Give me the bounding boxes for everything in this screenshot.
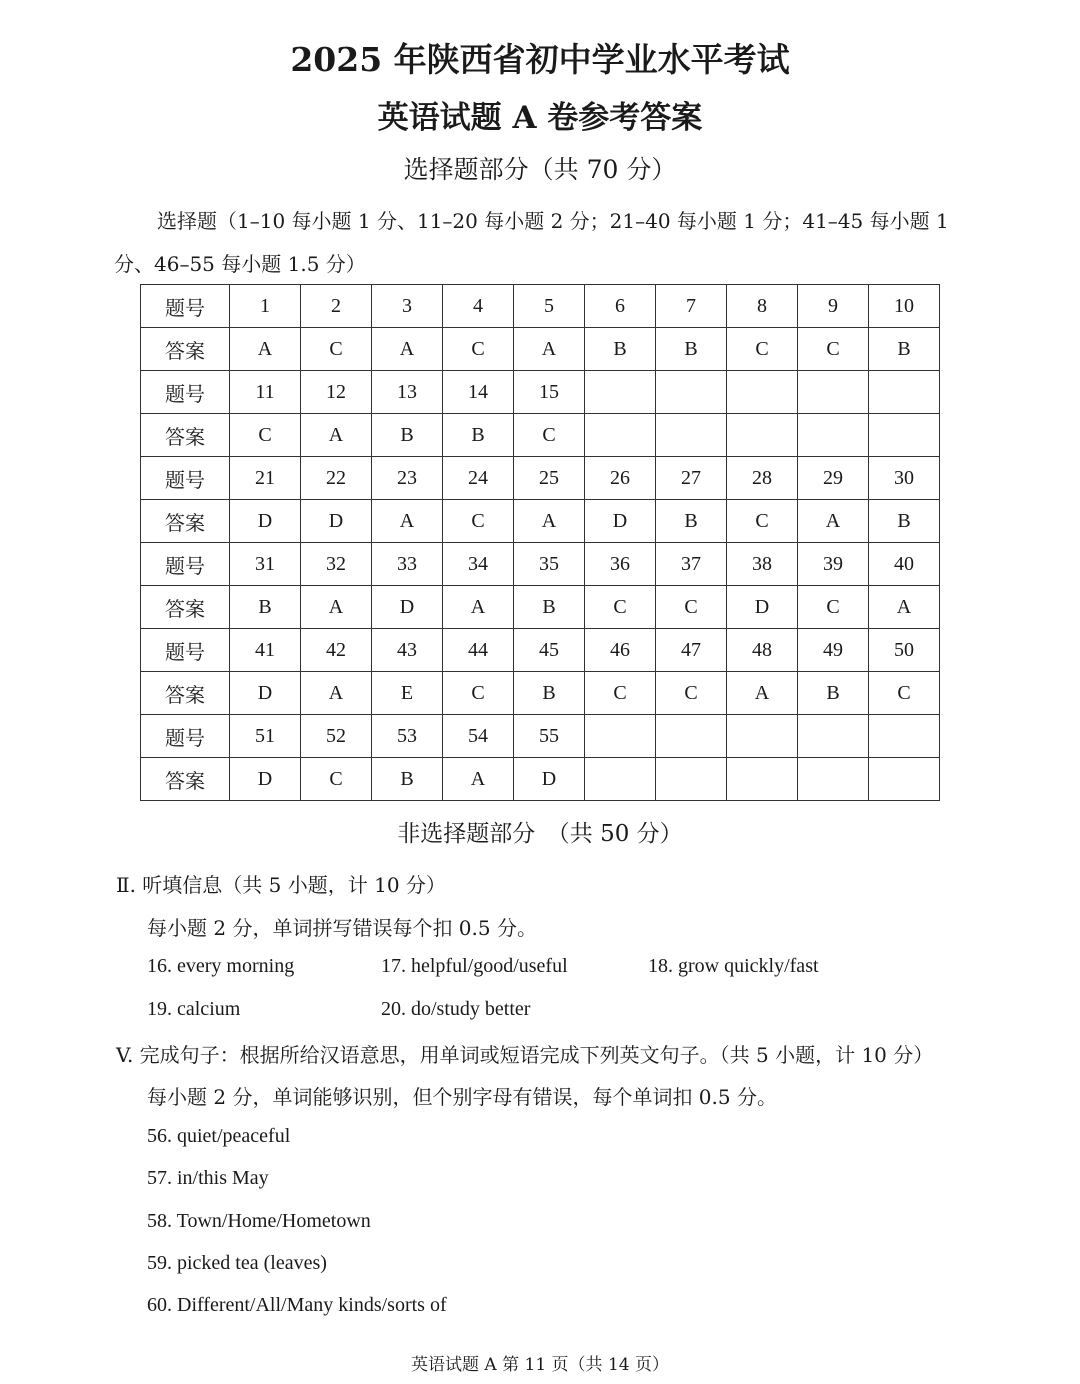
answer-cell: B <box>869 328 940 371</box>
page-footer: 英语试题 A 第 11 页（共 14 页） <box>411 1355 669 1375</box>
answer-cell: C <box>230 414 301 457</box>
section-choice-heading: 选择题部分（共 70 分） <box>403 155 677 184</box>
answer-cell: C <box>443 672 514 715</box>
question-number-cell <box>869 371 940 414</box>
answer-cell: A <box>443 586 514 629</box>
question-number-cell <box>727 371 798 414</box>
question-number-cell: 49 <box>798 629 869 672</box>
answer-cell: B <box>869 500 940 543</box>
question-number-cell: 29 <box>798 457 869 500</box>
question-number-cell: 50 <box>869 629 940 672</box>
answer-cell: C <box>656 672 727 715</box>
question-number-cell: 3 <box>372 285 443 328</box>
answer-cell <box>727 758 798 801</box>
question-number-cell: 25 <box>514 457 585 500</box>
answer-cell: C <box>301 758 372 801</box>
question-number-cell: 39 <box>798 543 869 586</box>
part2-note: 每小题 2 分，单词拼写错误每个扣 0.5 分。 <box>147 916 537 940</box>
answer-cell: A <box>301 586 372 629</box>
question-number-cell: 7 <box>656 285 727 328</box>
question-number-cell: 41 <box>230 629 301 672</box>
question-number-cell: 44 <box>443 629 514 672</box>
answer-cell: B <box>514 586 585 629</box>
number-row <box>141 285 940 328</box>
question-number-cell: 23 <box>372 457 443 500</box>
answer-row <box>141 328 940 371</box>
answer-row-label: 答案 <box>141 328 230 371</box>
number-row <box>141 715 940 758</box>
answer-row <box>141 758 940 801</box>
document-title: 2025 年陕西省初中学业水平考试 <box>290 40 790 79</box>
answer-cell: D <box>585 500 656 543</box>
question-number-cell: 36 <box>585 543 656 586</box>
question-number-cell: 4 <box>443 285 514 328</box>
question-number-cell: 15 <box>514 371 585 414</box>
answer-cell <box>585 758 656 801</box>
answer-cell: D <box>230 758 301 801</box>
answer-cell: A <box>869 586 940 629</box>
question-number-cell <box>798 371 869 414</box>
answer-cell: D <box>727 586 798 629</box>
question-number-cell: 45 <box>514 629 585 672</box>
answer-table <box>140 284 940 801</box>
question-number-cell: 55 <box>514 715 585 758</box>
answer-cell: D <box>230 500 301 543</box>
answer-cell: B <box>585 328 656 371</box>
number-row <box>141 543 940 586</box>
answer-57: 57. in/this May <box>147 1167 269 1189</box>
answer-cell: B <box>372 758 443 801</box>
answer-cell <box>869 414 940 457</box>
number-row <box>141 457 940 500</box>
answer-row-label: 答案 <box>141 500 230 543</box>
answer-16: 16. every morning <box>147 955 295 977</box>
question-number-cell: 53 <box>372 715 443 758</box>
answer-cell: D <box>514 758 585 801</box>
answer-cell: B <box>443 414 514 457</box>
question-number-cell: 40 <box>869 543 940 586</box>
answer-row-label: 答案 <box>141 586 230 629</box>
choice-scoring-note-line1: 选择题（1–10 每小题 1 分、11–20 每小题 2 分；21–40 每小题 1 分；41–45 每小题 1 <box>157 209 949 233</box>
answer-row <box>141 672 940 715</box>
answer-row <box>141 414 940 457</box>
question-number-cell <box>656 371 727 414</box>
answer-row <box>141 500 940 543</box>
document-subtitle: 英语试题 A 卷参考答案 <box>377 100 703 136</box>
answer-cell: C <box>585 672 656 715</box>
answer-cell <box>585 414 656 457</box>
question-number-cell: 30 <box>869 457 940 500</box>
question-number-cell: 51 <box>230 715 301 758</box>
answer-row <box>141 586 940 629</box>
number-row-label: 题号 <box>141 715 230 758</box>
question-number-cell <box>585 371 656 414</box>
answer-cell: B <box>656 500 727 543</box>
question-number-cell: 6 <box>585 285 656 328</box>
answer-cell: A <box>443 758 514 801</box>
question-number-cell: 1 <box>230 285 301 328</box>
answer-cell: C <box>798 586 869 629</box>
answer-cell: D <box>301 500 372 543</box>
answer-cell <box>656 414 727 457</box>
part5-note: 每小题 2 分，单词能够识别，但个别字母有错误，每个单词扣 0.5 分。 <box>147 1085 777 1109</box>
answer-cell: C <box>727 328 798 371</box>
answer-60: 60. Different/All/Many kinds/sorts of <box>147 1294 447 1316</box>
answer-cell: B <box>372 414 443 457</box>
question-number-cell: 37 <box>656 543 727 586</box>
answer-58: 58. Town/Home/Hometown <box>147 1210 371 1232</box>
answer-cell: B <box>798 672 869 715</box>
question-number-cell <box>727 715 798 758</box>
question-number-cell: 10 <box>869 285 940 328</box>
question-number-cell: 9 <box>798 285 869 328</box>
question-number-cell: 14 <box>443 371 514 414</box>
question-number-cell: 52 <box>301 715 372 758</box>
answer-cell: A <box>727 672 798 715</box>
question-number-cell: 43 <box>372 629 443 672</box>
question-number-cell <box>869 715 940 758</box>
part2-heading: Ⅱ. 听填信息（共 5 小题，计 10 分） <box>116 873 446 897</box>
question-number-cell: 32 <box>301 543 372 586</box>
answer-cell: B <box>230 586 301 629</box>
answer-cell: A <box>514 328 585 371</box>
number-row <box>141 629 940 672</box>
answer-59: 59. picked tea (leaves) <box>147 1252 327 1274</box>
part5-heading: V. 完成句子：根据所给汉语意思，用单词或短语完成下列英文句子。（共 5 小题，计 10 分） <box>116 1043 934 1067</box>
question-number-cell: 22 <box>301 457 372 500</box>
question-number-cell <box>585 715 656 758</box>
answer-19: 19. calcium <box>147 998 241 1020</box>
question-number-cell: 33 <box>372 543 443 586</box>
question-number-cell: 12 <box>301 371 372 414</box>
question-number-cell: 8 <box>727 285 798 328</box>
question-number-cell: 31 <box>230 543 301 586</box>
answer-18: 18. grow quickly/fast <box>648 955 819 977</box>
answer-cell <box>727 414 798 457</box>
answer-cell <box>869 758 940 801</box>
choice-scoring-note-line2: 分、46–55 每小题 1.5 分） <box>114 252 366 276</box>
answer-row-label: 答案 <box>141 414 230 457</box>
answer-56: 56. quiet/peaceful <box>147 1125 291 1147</box>
answer-cell: A <box>301 672 372 715</box>
answer-row-label: 答案 <box>141 672 230 715</box>
question-number-cell: 54 <box>443 715 514 758</box>
answer-cell <box>656 758 727 801</box>
question-number-cell: 28 <box>727 457 798 500</box>
answer-cell: C <box>727 500 798 543</box>
question-number-cell: 13 <box>372 371 443 414</box>
number-row-label: 题号 <box>141 457 230 500</box>
question-number-cell: 38 <box>727 543 798 586</box>
answer-cell: C <box>585 586 656 629</box>
answer-cell: A <box>230 328 301 371</box>
question-number-cell: 47 <box>656 629 727 672</box>
answer-cell: C <box>443 500 514 543</box>
number-row-label: 题号 <box>141 371 230 414</box>
answer-cell: C <box>656 586 727 629</box>
answer-cell: A <box>514 500 585 543</box>
answer-cell <box>798 758 869 801</box>
answer-cell: D <box>230 672 301 715</box>
question-number-cell: 11 <box>230 371 301 414</box>
answer-cell: D <box>372 586 443 629</box>
answer-row-label: 答案 <box>141 758 230 801</box>
answer-cell: A <box>301 414 372 457</box>
answer-cell: C <box>869 672 940 715</box>
question-number-cell: 26 <box>585 457 656 500</box>
answer-cell: A <box>372 328 443 371</box>
question-number-cell <box>798 715 869 758</box>
answer-cell: B <box>514 672 585 715</box>
answer-cell: C <box>443 328 514 371</box>
answer-cell: C <box>301 328 372 371</box>
question-number-cell: 21 <box>230 457 301 500</box>
answer-cell: E <box>372 672 443 715</box>
question-number-cell: 27 <box>656 457 727 500</box>
number-row-label: 题号 <box>141 285 230 328</box>
section-nonchoice-heading: 非选择题部分 （共 50 分） <box>397 821 683 847</box>
answer-cell: B <box>656 328 727 371</box>
answer-cell: C <box>514 414 585 457</box>
question-number-cell: 34 <box>443 543 514 586</box>
answer-cell: C <box>798 328 869 371</box>
number-row-label: 题号 <box>141 629 230 672</box>
number-row <box>141 371 940 414</box>
answer-17: 17. helpful/good/useful <box>381 955 568 977</box>
question-number-cell: 5 <box>514 285 585 328</box>
answer-cell: A <box>372 500 443 543</box>
question-number-cell: 48 <box>727 629 798 672</box>
answer-cell: A <box>798 500 869 543</box>
question-number-cell: 46 <box>585 629 656 672</box>
answer-20: 20. do/study better <box>381 998 531 1020</box>
number-row-label: 题号 <box>141 543 230 586</box>
question-number-cell <box>656 715 727 758</box>
question-number-cell: 42 <box>301 629 372 672</box>
question-number-cell: 2 <box>301 285 372 328</box>
answer-cell <box>798 414 869 457</box>
question-number-cell: 24 <box>443 457 514 500</box>
question-number-cell: 35 <box>514 543 585 586</box>
